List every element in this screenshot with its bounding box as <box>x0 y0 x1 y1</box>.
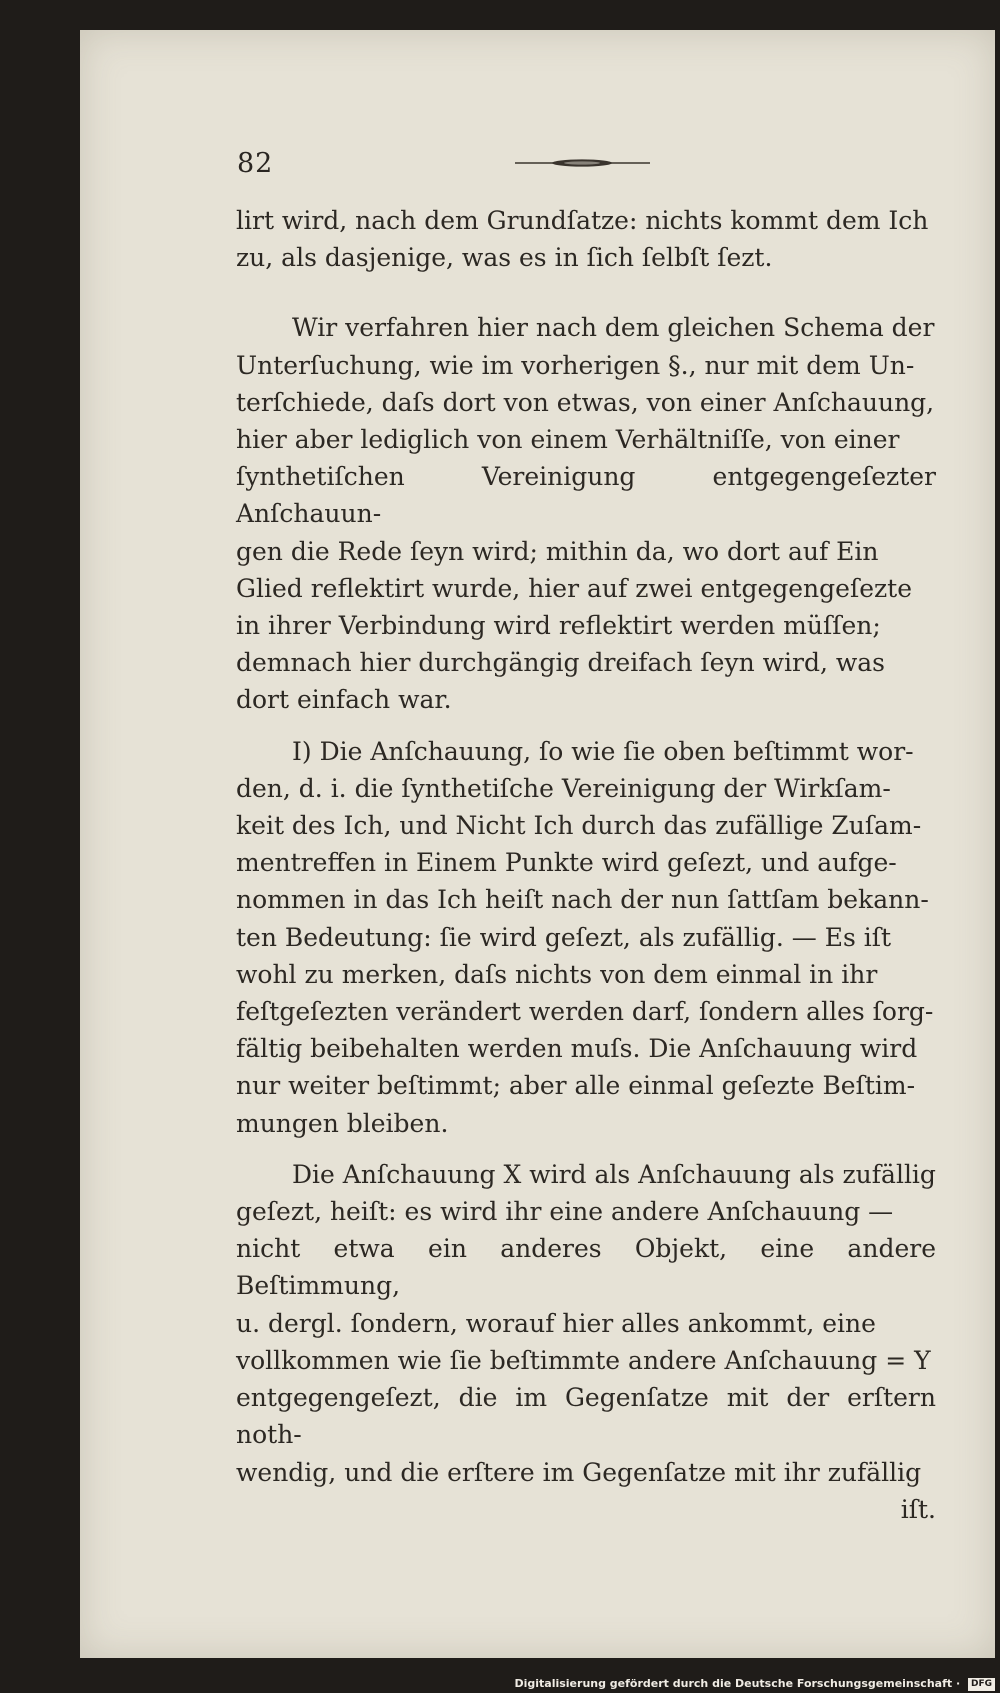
text-line: mungen bleiben. <box>236 1108 449 1138</box>
text-line: lirt wird, nach dem Grundſatze: nichts kommt dem Ich <box>236 206 929 235</box>
text-line: nur weiter beſtimmt; aber alle einmal geſezte Beſtim- <box>236 1071 916 1101</box>
text-line: gen die Rede ſeyn wird; mithin da, wo dort auf Ein <box>236 536 879 566</box>
text-line: I) Die Anſchauung, ſo wie ſie oben beſtimmt wor- <box>292 736 914 766</box>
ornamental-rule-icon <box>515 158 650 168</box>
book-page <box>80 30 995 1658</box>
body-text <box>236 202 936 1528</box>
text-line: zu, als dasjenige, was es in ſich ſelbſt ſezt. <box>236 243 773 273</box>
text-line: entgegengeſezt, die im Gegenſatze mit der erſtern noth- <box>236 1383 936 1450</box>
text-line: Wir verfahren hier nach dem gleichen Schema der <box>292 313 935 343</box>
text-line: mentreffen in Einem Punkte wird geſezt, und aufge- <box>236 848 897 878</box>
page-number: 82 <box>237 148 274 179</box>
paragraph-1 <box>236 202 936 276</box>
text-line: Unterſuchung, wie im vorherigen §., nur mit dem Un- <box>236 350 915 380</box>
text-line: hier aber lediglich von einem Verhältniſſe, von einer <box>236 425 900 455</box>
text-line: den, d. i. die ſynthetiſche Vereinigung der Wirkſam- <box>236 773 891 803</box>
text-line: ten Bedeutung: ſie wird geſezt, als zufällig. — Es iſt <box>236 922 892 952</box>
text-line: terſchiede, daſs dort von etwas, von einer Anſchauung, <box>236 387 935 417</box>
paragraph-3 <box>236 733 936 1142</box>
text-line: u. dergl. ſondern, worauf hier alles ankommt, eine <box>236 1308 876 1338</box>
paragraph-2 <box>236 309 936 718</box>
digitization-credit <box>0 1674 995 1693</box>
text-line: fältig beibehalten werden muſs. Die Anſchauung wird <box>236 1034 918 1064</box>
credit-text: Digitalisierung gefördert durch die Deutsche Forschungsgemeinschaft · <box>514 1677 961 1690</box>
text-line: nicht etwa ein anderes Objekt, eine andere Beſtimmung, <box>236 1234 936 1301</box>
text-line: ſynthetiſchen Vereinigung entgegengeſezter Anſchauun- <box>236 462 936 529</box>
text-line: feſtgeſezten verändert werden darf, ſondern alles ſorg- <box>236 997 934 1027</box>
dfg-logo: DFG <box>968 1678 995 1691</box>
text-line: dort einfach war. <box>236 685 452 715</box>
text-line: Die Anſchauung X wird als Anſchauung als zufällig <box>292 1159 936 1189</box>
text-line: wohl zu merken, daſs nichts von dem einmal in ihr <box>236 959 878 989</box>
text-line: Glied reflektirt wurde, hier auf zwei entgegengeſezte <box>236 573 913 603</box>
text-line: keit des Ich, und Nicht Ich durch das zufällige Zuſam- <box>236 811 922 841</box>
paragraph-4 <box>236 1156 936 1528</box>
text-line: nommen in das Ich heiſt nach der nun ſattſam bekann- <box>236 885 929 915</box>
text-line: iſt. <box>900 1494 936 1524</box>
text-line: demnach hier durchgängig dreifach ſeyn wird, was <box>236 648 886 678</box>
text-line: geſezt, heiſt: es wird ihr eine andere Anſchauung — <box>236 1197 894 1227</box>
text-line: wendig, und die erſtere im Gegenſatze mit ihr zufällig <box>236 1457 922 1487</box>
text-line: in ihrer Verbindung wird reflektirt werden müſſen; <box>236 611 881 641</box>
text-line: vollkommen wie ſie beſtimmte andere Anſchauung = Y <box>236 1345 931 1375</box>
